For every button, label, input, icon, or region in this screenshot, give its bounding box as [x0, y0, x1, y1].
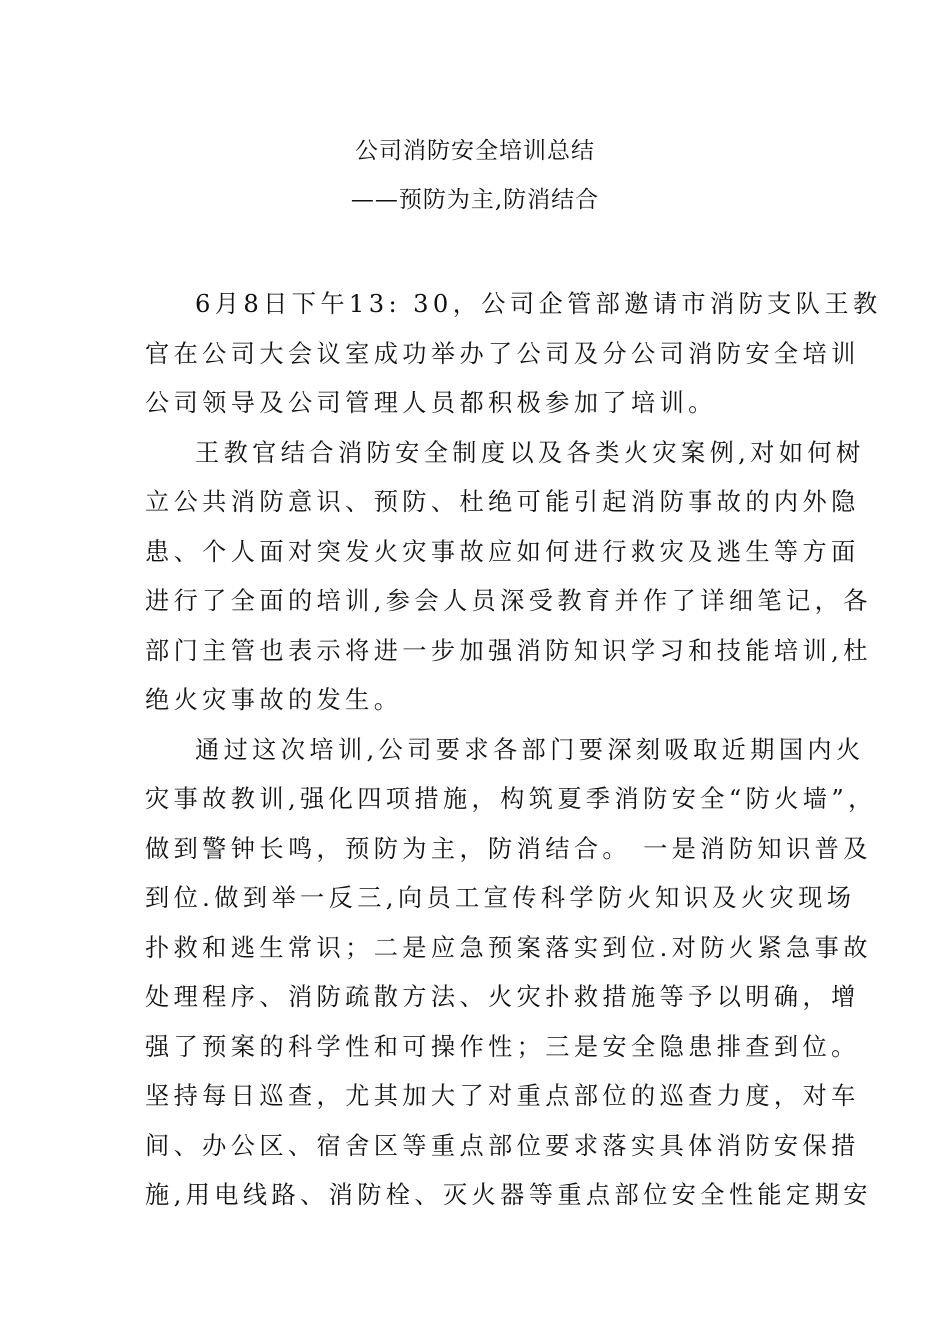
body-line: 患、个人面对突发火灾事故应如何进行救灾及逃生等方面 — [145, 537, 860, 566]
body-line: 进行了全面的培训,参会人员深受教育并作了详细笔记，各 — [145, 587, 872, 615]
body-line: 官在公司大会议室成功举办了公司及分公司消防安全培训 — [145, 339, 860, 368]
body-line: 扑救和逃生常识；二是应急预案落实到位.对防火紧急事故 — [145, 933, 872, 962]
body-line: 施,用电线路、消防栓、灭火器等重点部位安全性能定期安 — [145, 1181, 872, 1209]
body-line: 公司领导及公司管理人员都积极参加了培训。 — [145, 389, 717, 417]
body-line: 到位.做到举一反三,向员工宣传科学防火知识及火灾现场 — [145, 884, 856, 912]
document-title: 公司消防安全培训总结 — [355, 138, 595, 164]
body-line: 强了预案的科学性和可操作性；三是安全隐患排查到位。 — [145, 1032, 860, 1061]
body-line: 部门主管也表示将进一步加强消防知识学习和技能培训,杜 — [145, 636, 872, 665]
body-line: 坚持每日巡查，尤其加大了对重点部位的巡查力度，对车 — [145, 1082, 860, 1110]
body-line: 通过这次培训,公司要求各部门要深刻吸取近期国内火 — [195, 735, 865, 764]
body-line: 6月8日下午13: 30，公司企管部邀请市消防支队王教 — [195, 290, 882, 318]
document-body — [145, 280, 882, 1221]
document-subtitle: ——预防为主,防消结合 — [350, 187, 600, 213]
body-line: 绝火灾事故的发生。 — [145, 686, 403, 714]
body-line: 做到警钟长鸣，预防为主，防消结合。 一是消防知识普及 — [145, 834, 872, 863]
body-line: 灾事故教训,强化四项措施，构筑夏季消防安全“防火墙”， — [145, 785, 877, 813]
body-line: 王教官结合消防安全制度以及各类火灾案例,对如何树 — [195, 438, 865, 467]
body-line: 处理程序、消防疏散方法、火灾扑救措施等予以明确，增 — [145, 983, 860, 1011]
body-line: 间、办公区、宿舍区等重点部位要求落实具体消防安保措 — [145, 1131, 860, 1160]
body-line: 立公共消防意识、预防、杜绝可能引起消防事故的内外隐 — [145, 488, 860, 516]
